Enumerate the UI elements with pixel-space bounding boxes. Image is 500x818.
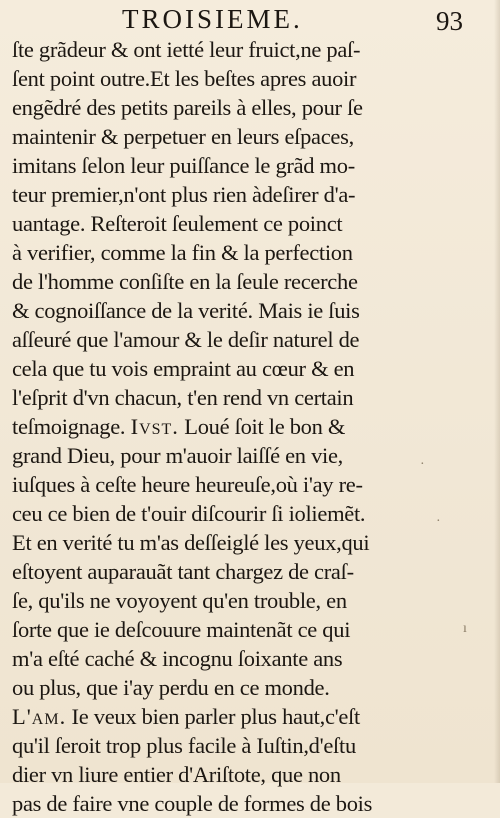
- text-line-with-speaker: [12, 412, 412, 441]
- text-line: dier vn liure entier d'Ariſtote, que non: [12, 762, 341, 787]
- text-line: uantage. Reſteroit ſeulement ce poinct: [12, 211, 343, 236]
- speaker-label-ivst: Ivst.: [130, 414, 179, 439]
- margin-speck: ·: [420, 457, 425, 472]
- text-line: l'eſprit d'vn chacun, t'en rend vn certain: [12, 385, 354, 410]
- text-line: teur premier,n'ont plus rien àdeſirer d'a-: [12, 182, 356, 207]
- text-line: aſſeuré que l'amour & le deſir naturel de: [12, 327, 360, 352]
- running-head: TROISIEME.: [122, 4, 303, 34]
- text-line: pas de faire vne couple de formes de bois: [12, 791, 373, 816]
- text-line: m'a eſté caché & incognu ſoixante ans: [12, 646, 343, 671]
- speaker-label-lam: L'am.: [12, 704, 67, 729]
- page-number: 93: [436, 6, 463, 36]
- text-line: ſent point outre.Et les beſtes apres auoir: [12, 66, 357, 91]
- text-line: ou plus, que i'ay perdu en ce monde.: [12, 675, 330, 700]
- text-line: cela que tu vois empraint au cœur & en: [12, 356, 355, 381]
- text-line: ceu ce bien de t'ouir diſcourir ſi ioliemẽt.: [12, 501, 366, 526]
- text-line: imitans ſelon leur puiſſance le grãd mo-: [12, 153, 355, 178]
- text-line: engẽdré des petits pareils à elles, pour ſe: [12, 95, 363, 120]
- text-segment: Loué ſoit le bon &: [184, 414, 346, 439]
- text-segment: Ie veux bien parler plus haut,c'eſt: [71, 704, 360, 729]
- text-line: ſorte que ie deſcouure maintenãt ce qui: [12, 617, 351, 642]
- page-edge-shadow: [494, 0, 500, 783]
- text-line: eſtoyent auparauãt tant chargez de craſ-: [12, 559, 354, 584]
- text-line: ſe, qu'ils ne voyoyent qu'en trouble, en: [12, 588, 347, 613]
- text-line: Et en verité tu m'as deſſeiglé les yeux,qui: [12, 530, 370, 555]
- text-line: ſte grãdeur & ont ietté leur fruict,ne paſ-: [12, 37, 361, 62]
- margin-speck: ·: [436, 514, 441, 529]
- text-line: & cognoiſſance de la verité. Mais ie ſuis: [12, 298, 360, 323]
- text-line: à verifier, comme la fin & la perfection: [12, 240, 353, 265]
- text-segment: teſmoignage.: [12, 414, 126, 439]
- body-text: [12, 35, 412, 818]
- margin-speck: ı: [463, 621, 467, 636]
- text-line: de l'homme conſiſte en la ſeule recerche: [12, 269, 358, 294]
- text-line: maintenir & perpetuer en leurs eſpaces,: [12, 124, 354, 149]
- text-line: iuſques à ceſte heure heureuſe,où i'ay re-: [12, 472, 363, 497]
- text-line: qu'il ſeroit trop plus facile à Iuſtin,d'eſtu: [12, 733, 356, 758]
- text-line-with-speaker: [12, 702, 412, 731]
- text-line: grand Dieu, pour m'auoir laiſſé en vie,: [12, 443, 343, 468]
